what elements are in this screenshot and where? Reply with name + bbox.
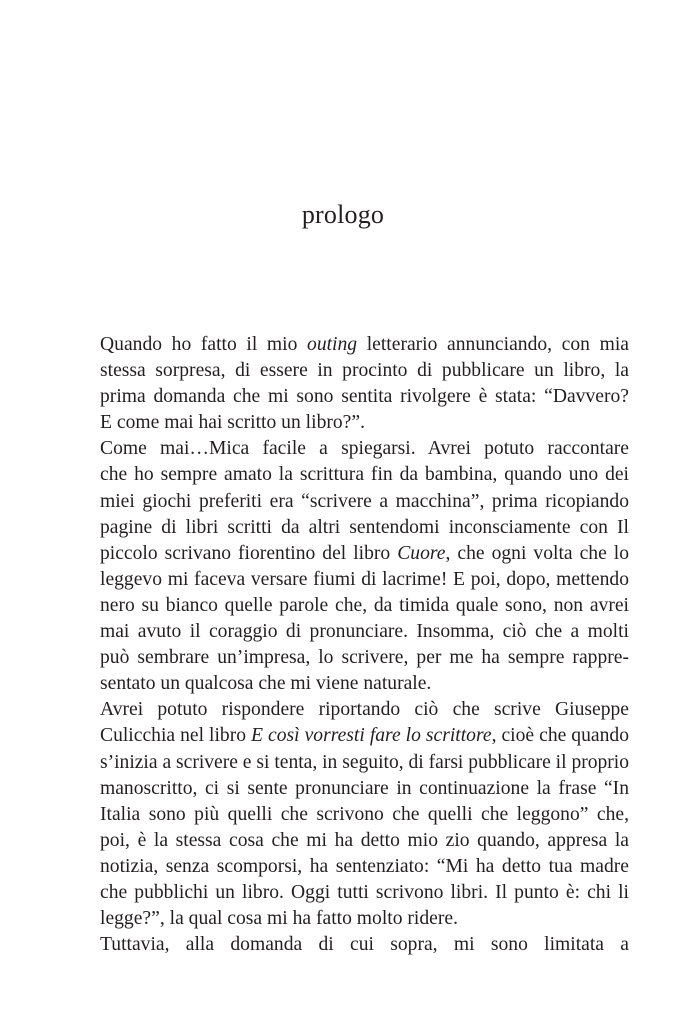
text-run: s’inizia a scrivere e si tenta, in seguito, di farsi pubblicare il proprio xyxy=(100,751,629,773)
paragraph xyxy=(100,332,629,436)
text-line xyxy=(100,410,629,436)
text-line xyxy=(100,776,629,802)
text-run: E come mai hai scritto un libro?”. xyxy=(100,412,365,434)
text-line xyxy=(100,384,629,410)
text-line xyxy=(100,906,629,932)
text-run: , cioè che quando xyxy=(491,725,629,747)
text-run: legge?”, la qual cosa mi ha fatto molto ridere. xyxy=(100,908,458,930)
text-line xyxy=(100,567,629,593)
text-run: Come mai…Mica facile a spiegarsi. Avrei potuto raccontare xyxy=(100,438,629,460)
text-line xyxy=(100,593,629,619)
paragraph xyxy=(100,697,629,932)
text-line xyxy=(100,332,629,358)
text-run: stessa sorpresa, di essere in procinto di pubblicare un libro, la xyxy=(100,360,629,382)
paragraph xyxy=(100,932,629,958)
text-line xyxy=(100,515,629,541)
text-line xyxy=(100,462,629,488)
text-line xyxy=(100,671,629,697)
text-run: Quando ho fatto il mio xyxy=(100,334,308,355)
text-run: può sembrare un’impresa, lo scrivere, per me ha sempre rappre- xyxy=(100,647,629,669)
text-run: sentato un qualcosa che mi viene naturale. xyxy=(100,673,432,695)
text-run: notizia, senza scomporsi, ha sentenziato: “Mi ha detto tua madre xyxy=(100,855,629,877)
text-run: letterario annunciando, con mia xyxy=(357,334,629,355)
text-line xyxy=(100,619,629,645)
text-line xyxy=(100,541,629,567)
italic-text: Cuore xyxy=(397,542,446,564)
paragraph xyxy=(100,436,629,697)
text-line xyxy=(100,880,629,906)
text-run: prima domanda che mi sono sentita rivolgere è stata: “Davvero? xyxy=(100,386,629,408)
text-run: nero su bianco quelle parole che, da timida quale sono, non avrei xyxy=(100,594,629,616)
text-line xyxy=(100,828,629,854)
chapter-title: prologo xyxy=(301,200,385,229)
text-line xyxy=(100,854,629,880)
text-line xyxy=(100,358,629,384)
text-line xyxy=(100,489,629,515)
text-line xyxy=(100,645,629,671)
text-run: , che ogni volta che lo xyxy=(445,542,629,564)
text-run: che ho sempre amato la scrittura fin da bambina, quando uno dei xyxy=(100,464,629,486)
text-run: miei giochi preferiti era “scrivere a macchina”, prima ricopiando xyxy=(100,490,629,512)
text-line xyxy=(100,697,629,723)
italic-text: outing xyxy=(307,334,358,355)
text-run: leggevo mi faceva versare fiumi di lacrime! E poi, dopo, mettendo xyxy=(100,568,629,590)
text-run: pagine di libri scritti da altri sentendomi inconsciamente con Il xyxy=(100,516,629,538)
text-run: poi, è la stessa cosa che mi ha detto mio zio quando, appresa la xyxy=(100,829,629,851)
body-text xyxy=(100,332,629,958)
text-line xyxy=(100,750,629,776)
text-run: Tuttavia, alla domanda di cui sopra, mi sono limitata a xyxy=(100,934,629,956)
text-run: che pubblichi un libro. Oggi tutti scrivono libri. Il punto è: chi li xyxy=(100,881,629,903)
text-line xyxy=(100,932,629,958)
text-run: manoscritto, ci si sente pronunciare in continuazione la frase “In xyxy=(100,777,629,799)
text-run: mai avuto il coraggio di pronunciare. Insomma, ciò che a molti xyxy=(100,621,629,643)
text-line xyxy=(100,723,629,749)
italic-text: E così vorresti fare lo scrittore xyxy=(251,725,492,747)
text-run: Avrei potuto rispondere riportando ciò che scrive Giuseppe xyxy=(100,699,629,721)
text-run: Italia sono più quelli che scrivono che quelli che leggono” che, xyxy=(100,803,629,825)
text-run: piccolo scrivano fiorentino del libro xyxy=(100,542,398,564)
text-line xyxy=(100,436,629,462)
text-run: Culicchia nel libro xyxy=(100,725,252,747)
text-line xyxy=(100,802,629,828)
